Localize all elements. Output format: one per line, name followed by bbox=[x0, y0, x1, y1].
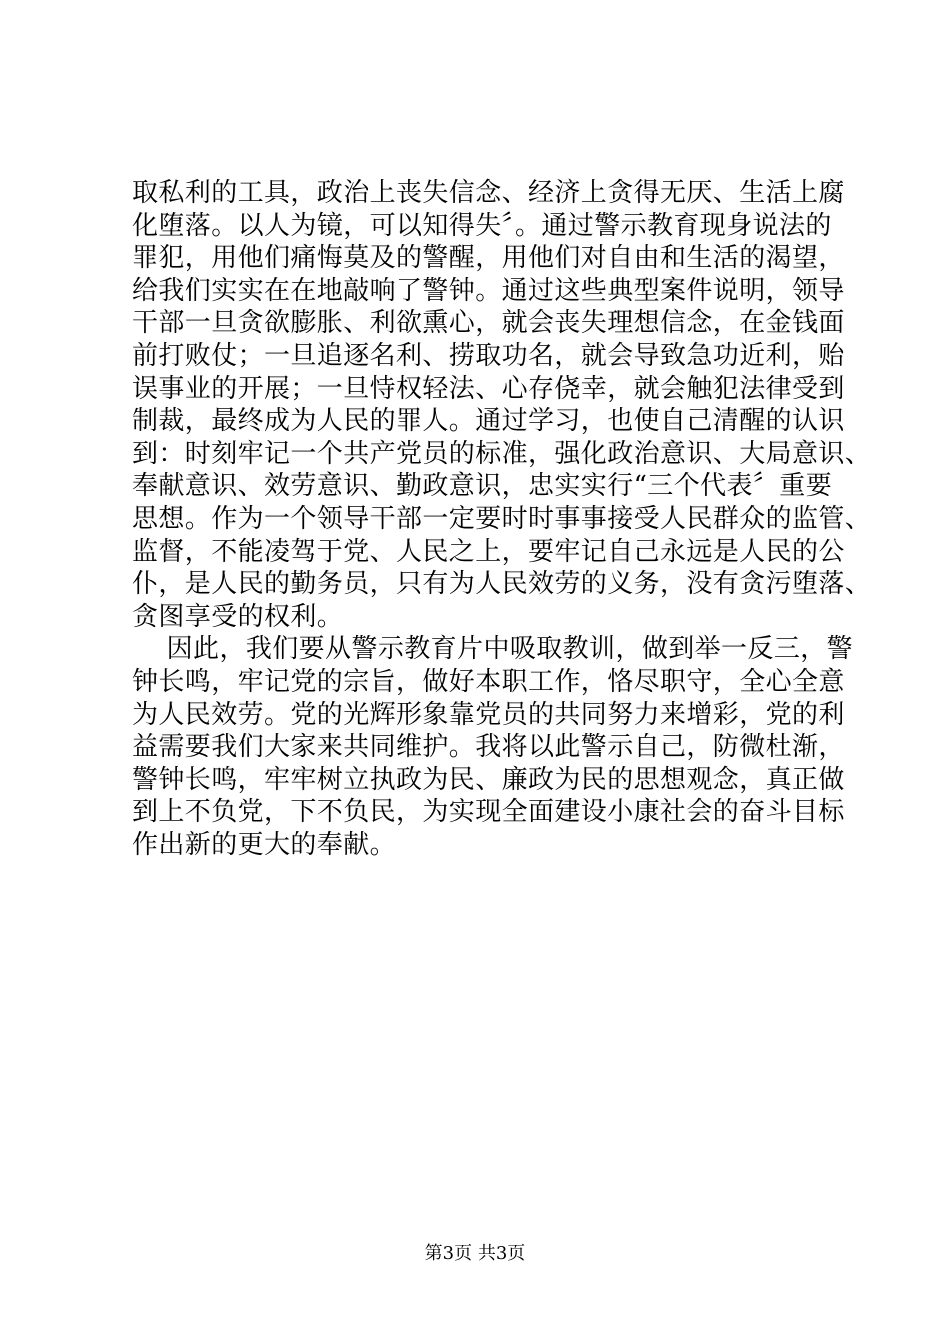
page-footer: 第3页 共3页 bbox=[424, 1243, 526, 1264]
text-line: 罪犯，用他们痛悔莫及的警醒，用他们对自由和生活的渴望， bbox=[132, 243, 845, 274]
text-line: 为人民效劳。党的光辉形象靠党员的共同努力来增彩，党的利 bbox=[132, 699, 845, 730]
text-line: 监督，不能凌驾于党、人民之上，要牢记自己永远是人民的公 bbox=[132, 536, 845, 567]
text-line: 误事业的开展；一旦恃权轻法、心存侥幸，就会触犯法律受到 bbox=[132, 373, 845, 404]
text-line: 仆，是人民的勤务员，只有为人民效劳的义务，没有贪污堕落、 bbox=[132, 569, 872, 600]
text-line: 化堕落。以人为镜，可以知得失〞。通过警示教育现身说法的 bbox=[132, 210, 832, 241]
text-line: 思想。作为一个领导干部一定要时时事事接受人民群众的监管、 bbox=[132, 503, 872, 534]
text-line: 到上不负党，下不负民，为实现全面建设小康社会的奋斗目标 bbox=[132, 797, 845, 828]
text-line: 制裁，最终成为人民的罪人。通过学习，也使自己清醒的认识 bbox=[132, 406, 845, 437]
text-line: 钟长鸣，牢记党的宗旨，做好本职工作，恪尽职守，全心全意 bbox=[132, 666, 845, 697]
text-line: 益需要我们大家来共同维护。我将以此警示自己，防微杜渐， bbox=[132, 732, 845, 763]
text-line: 贪图享受的权利。 bbox=[132, 601, 344, 632]
text-line: 到：时刻牢记一个共产党员的标准，强化政治意识、大局意识、 bbox=[132, 438, 872, 469]
text-line: 取私利的工具，政治上丧失信念、经济上贪得无厌、生活上腐 bbox=[132, 178, 845, 208]
document-body bbox=[132, 177, 872, 861]
text-line: 作出新的更大的奉献。 bbox=[132, 829, 397, 860]
text-line: 奉献意识、效劳意识、勤政意识，忠实实行“三个代表〞重要 bbox=[132, 471, 833, 502]
text-line: 给我们实实在在地敲响了警钟。通过这些典型案件说明，领导 bbox=[132, 275, 845, 306]
text-line: 因此，我们要从警示教育片中吸取教训，做到举一反三，警 bbox=[132, 634, 854, 665]
text-line: 前打败仗；一旦追逐名利、捞取功名，就会导致急功近利，贻 bbox=[132, 340, 845, 371]
text-line: 干部一旦贪欲膨胀、利欲熏心，就会丧失理想信念，在金钱面 bbox=[132, 308, 845, 339]
text-line: 警钟长鸣，牢牢树立执政为民、廉政为民的思想观念，真正做 bbox=[132, 764, 845, 795]
